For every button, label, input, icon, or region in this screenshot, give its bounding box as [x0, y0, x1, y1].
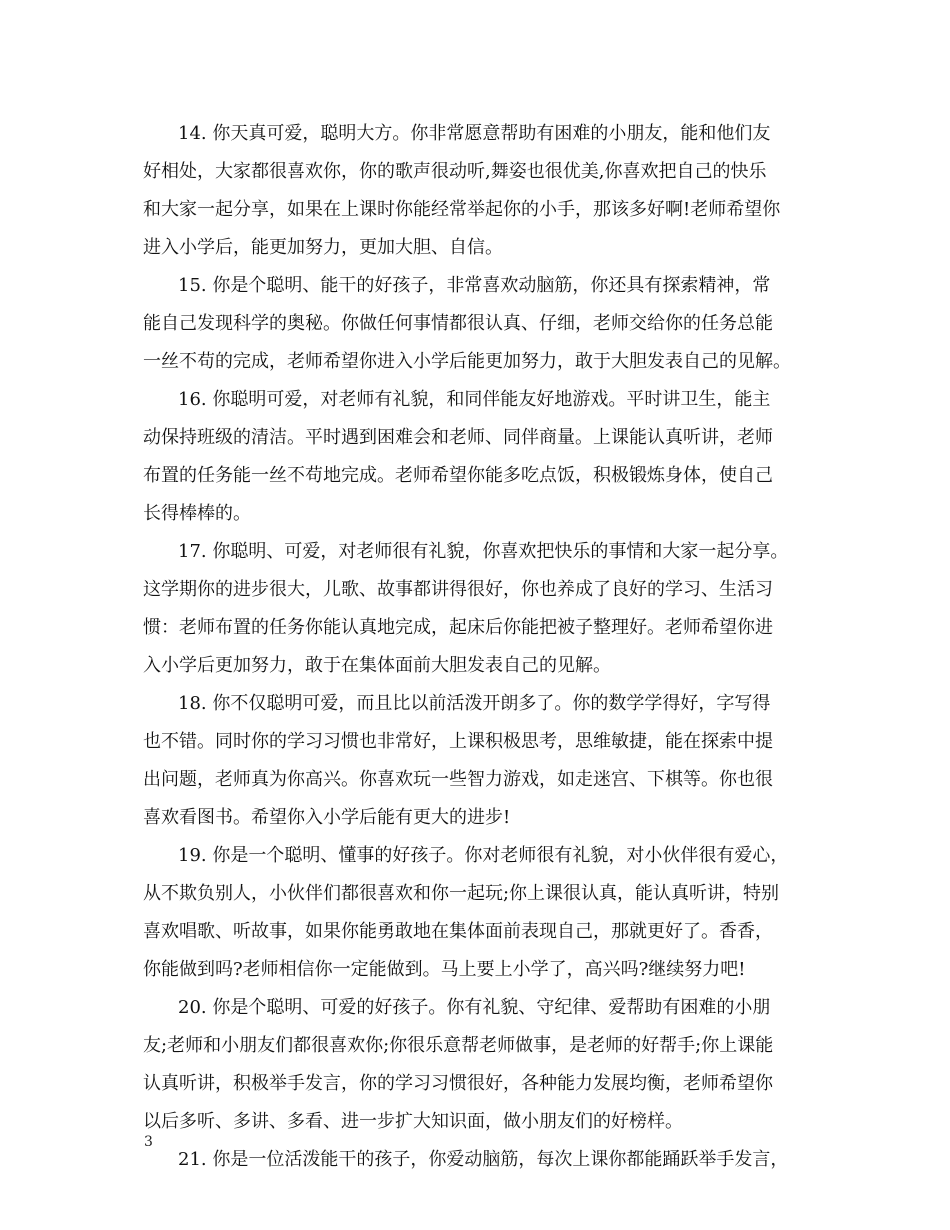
paragraph-first-line: 17. 你聪明、可爱，对老师很有礼貌，你喜欢把快乐的事情和大家一起分享。 [178, 541, 789, 562]
paragraph-line: 长得棒棒的。 [143, 503, 251, 524]
paragraph-first-line: 16. 你聪明可爱，对老师有礼貌，和同伴能友好地游戏。平时讲卫生，能主 [178, 389, 771, 410]
paragraph-line: 你能做到吗?老师相信你一定能做到。马上要上小学了，高兴吗?继续努力吧! [143, 959, 746, 980]
paragraph-line: 动保持班级的清洁。平时遇到困难会和老师、同伴商量。上课能认真听讲，老师 [143, 427, 773, 448]
document-body [143, 115, 820, 1179]
paragraph-first-line: 14. 你天真可爱，聪明大方。你非常愿意帮助有困难的小朋友，能和他们友 [178, 123, 771, 144]
paragraph-line: 好相处，大家都很喜欢你，你的歌声很动听,舞姿也很优美,你喜欢把自己的快乐 [143, 161, 767, 182]
paragraph-line: 喜欢唱歌、听故事，如果你能勇敢地在集体面前表现自己，那就更好了。香香， [143, 921, 773, 942]
paragraph-line: 从不欺负别人，小伙伴们都很喜欢和你一起玩;你上课很认真，能认真听讲，特别 [143, 883, 780, 904]
paragraph-first-line: 19. 你是一个聪明、懂事的好孩子。你对老师很有礼貌，对小伙伴很有爱心， [178, 845, 789, 866]
paragraph-first-line: 18. 你不仅聪明可爱，而且比以前活泼开朗多了。你的数学学得好，字写得 [178, 693, 771, 714]
paragraph-line: 认真听讲，积极举手发言，你的学习习惯很好，各种能力发展均衡，老师希望你 [143, 1073, 773, 1094]
paragraph-first-line: 21. 你是一位活泼能干的孩子，你爱动脑筋，每次上课你都能踊跃举手发言， [178, 1149, 789, 1170]
paragraph-line: 布置的任务能一丝不苟地完成。老师希望你能多吃点饭，积极锻炼身体，使自己 [143, 465, 773, 486]
page-number: 3 [144, 1134, 153, 1150]
paragraph-line: 能自己发现科学的奥秘。你做任何事情都很认真、仔细，老师交给你的任务总能 [143, 313, 773, 334]
paragraph-line: 惯：老师布置的任务你能认真地完成，起床后你能把被子整理好。老师希望你进 [143, 617, 773, 638]
paragraph-line: 入小学后更加努力，敢于在集体面前大胆发表自己的见解。 [143, 655, 611, 676]
paragraph-line: 友;老师和小朋友们都很喜欢你;你很乐意帮老师做事，是老师的好帮手;你上课能 [143, 1035, 774, 1056]
paragraph-line: 进入小学后，能更加努力，更加大胆、自信。 [143, 237, 503, 258]
paragraph-line: 以后多听、多讲、多看、进一步扩大知识面，做小朋友们的好榜样。 [143, 1111, 683, 1132]
paragraph-line: 喜欢看图书。希望你入小学后能有更大的进步! [143, 807, 511, 828]
paragraph-first-line: 20. 你是个聪明、可爱的好孩子。你有礼貌、守纪律、爱帮助有困难的小朋 [178, 997, 771, 1018]
paragraph-first-line: 15. 你是个聪明、能干的好孩子，非常喜欢动脑筋，你还具有探索精神，常 [178, 275, 771, 296]
paragraph-line: 也不错。同时你的学习习惯也非常好，上课积极思考，思维敏捷，能在探索中提 [143, 731, 773, 752]
paragraph-line: 出问题，老师真为你高兴。你喜欢玩一些智力游戏，如走迷宫、下棋等。你也很 [143, 769, 773, 790]
paragraph-line: 一丝不苟的完成，老师希望你进入小学后能更加努力，敢于大胆发表自己的见解。 [143, 351, 791, 372]
paragraph-line: 和大家一起分享，如果在上课时你能经常举起你的小手，那该多好啊!老师希望你 [143, 199, 781, 220]
paragraph-line: 这学期你的进步很大，儿歌、故事都讲得很好，你也养成了良好的学习、生活习 [143, 579, 773, 600]
